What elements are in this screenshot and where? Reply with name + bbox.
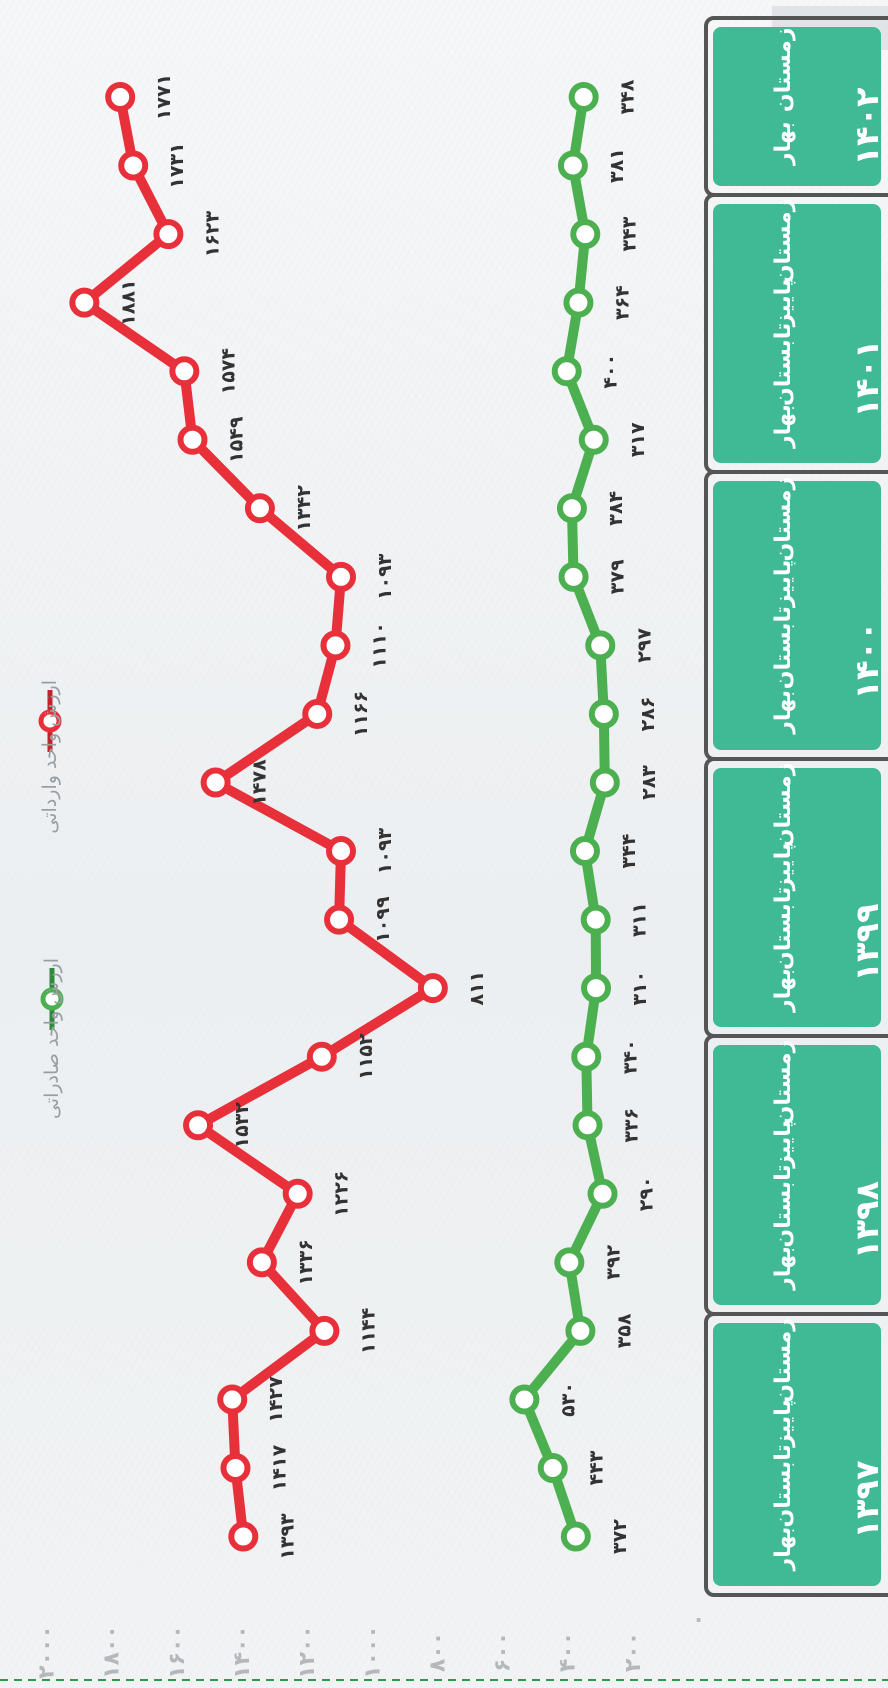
data-label: ۱۴۷۸ xyxy=(248,759,271,806)
tick-label-1200: ۱۲۰۰ xyxy=(295,1625,321,1679)
period-season-label: پاییز xyxy=(771,1120,796,1168)
data-label: ۱۵۴۹ xyxy=(225,416,248,463)
data-point xyxy=(421,976,445,1000)
data-point xyxy=(584,976,608,1000)
data-label: ۳۴۳ xyxy=(618,216,641,252)
data-point xyxy=(573,222,597,246)
data-point xyxy=(329,565,353,589)
period-year-label: ۱۳۹۹ xyxy=(848,903,886,982)
data-label: ۱۳۴۲ xyxy=(292,485,315,532)
period-season-label: زمستان xyxy=(771,762,796,848)
period-season-label: بهار xyxy=(771,1526,796,1571)
data-label: ۱۱۱۰ xyxy=(368,622,391,669)
period-season-label: بهار xyxy=(771,1246,796,1290)
data-label: ۱۷۳۱ xyxy=(166,142,189,189)
data-point xyxy=(186,1113,210,1137)
data-point xyxy=(560,496,584,520)
data-point xyxy=(312,1319,336,1343)
legend-import-label: ارزش واحد وارداتی xyxy=(39,680,61,834)
data-label: ۳۶۴ xyxy=(611,285,634,321)
data-point xyxy=(220,1387,244,1411)
period-box-2 xyxy=(713,481,881,750)
tick-label-1400: ۱۴۰۰ xyxy=(230,1625,256,1679)
data-label: ۳۸۱ xyxy=(605,148,628,183)
period-season-label: تابستان xyxy=(771,1444,796,1528)
period-season-label: تابستان xyxy=(771,886,796,970)
data-label: ۳۸۴ xyxy=(604,490,627,526)
data-point xyxy=(180,428,204,452)
data-label: ۱۲۲۶ xyxy=(330,1170,353,1217)
data-label: ۲۹۰ xyxy=(635,1176,658,1212)
data-point xyxy=(172,359,196,383)
data-point xyxy=(557,1250,581,1274)
data-point xyxy=(566,291,590,315)
data-label: ۱۰۹۳ xyxy=(374,827,397,875)
data-point xyxy=(305,702,329,726)
period-season-label: زمستان xyxy=(771,476,796,562)
data-label: ۱۸۸۱ xyxy=(117,279,140,326)
data-point xyxy=(121,154,145,178)
data-point xyxy=(555,359,579,383)
data-point xyxy=(564,1525,588,1549)
data-label: ۳۴۸ xyxy=(616,79,639,115)
period-season-label: بهار xyxy=(771,690,796,734)
period-season-label: تابستان xyxy=(771,322,796,406)
tick-label-0: ۰ xyxy=(686,1613,711,1627)
period-season-label: زمستان xyxy=(771,1318,796,1403)
legend-export-label: ارزش واحد صادراتی xyxy=(41,958,63,1120)
tick-label-1800: ۱۸۰۰ xyxy=(99,1625,125,1679)
data-label: ۳۱۷ xyxy=(626,422,649,458)
tick-label-600: ۶۰۰ xyxy=(490,1631,516,1673)
data-label: ۱۱۶۶ xyxy=(350,690,373,738)
data-point xyxy=(327,908,351,932)
period-season-label: بهار xyxy=(771,968,796,1012)
data-point xyxy=(584,908,608,932)
data-point xyxy=(574,1045,598,1069)
data-point xyxy=(588,633,612,657)
period-year-label: ۱۴۰۲ xyxy=(848,87,886,166)
data-label: ۱۳۳۶ xyxy=(294,1239,317,1286)
data-label: ۲۸۳ xyxy=(637,765,660,800)
data-label: ۳۷۹ xyxy=(606,559,629,595)
data-point xyxy=(108,85,132,109)
data-label: ۱۷۷۱ xyxy=(153,73,176,121)
data-point xyxy=(248,496,272,520)
data-label: ۳۳۶ xyxy=(620,1107,643,1143)
data-label: ۲۹۷ xyxy=(633,628,656,663)
period-box-5 xyxy=(713,1323,881,1586)
data-point xyxy=(204,771,228,795)
data-point xyxy=(286,1182,310,1206)
period-season-label: بهار xyxy=(771,121,796,166)
data-label: ۳۱۱ xyxy=(628,902,651,937)
data-point xyxy=(512,1387,536,1411)
data-label: ۱۰۹۳ xyxy=(374,553,397,601)
tick-label-200: ۲۰۰ xyxy=(620,1631,646,1673)
data-point xyxy=(223,1456,247,1480)
data-point xyxy=(562,565,586,589)
data-point xyxy=(541,1456,565,1480)
data-point xyxy=(231,1525,255,1549)
data-point xyxy=(323,633,347,657)
data-point xyxy=(572,85,596,109)
data-label: ۳۵۸ xyxy=(613,1313,636,1349)
data-label: ۴۴۳ xyxy=(585,1450,608,1486)
data-point xyxy=(592,702,616,726)
tick-label-800: ۸۰۰ xyxy=(425,1631,451,1673)
data-label: ۱۴۱۷ xyxy=(268,1444,291,1492)
data-label: ۱۱۵۲ xyxy=(354,1033,377,1080)
period-box-1 xyxy=(713,204,881,463)
period-year-label: ۱۴۰۱ xyxy=(848,339,886,418)
tick-label-2000: ۲۰۰۰ xyxy=(34,1625,60,1679)
data-label: ۳۱۰ xyxy=(629,970,652,1006)
period-season-label: پاییز xyxy=(771,559,796,608)
data-label: ۱۵۳۲ xyxy=(231,1102,254,1149)
data-point xyxy=(329,839,353,863)
data-label: ۱۶۲۳ xyxy=(201,210,224,258)
period-year-label: ۱۳۹۸ xyxy=(848,1180,886,1260)
data-label: ۳۴۰ xyxy=(619,1039,642,1075)
data-label: ۲۸۶ xyxy=(636,696,659,732)
tick-label-1600: ۱۶۰۰ xyxy=(164,1625,190,1679)
data-point xyxy=(561,154,585,178)
period-season-label: زمستان xyxy=(771,1039,796,1125)
period-box-3 xyxy=(713,768,881,1027)
data-label: ۱۱۴۴ xyxy=(357,1307,380,1355)
data-label: ۳۹۲ xyxy=(602,1244,625,1280)
data-point xyxy=(582,428,606,452)
period-season-label: تابستان xyxy=(771,1164,796,1248)
data-label: ۱۰۹۹ xyxy=(372,896,395,943)
period-season-label: بهار xyxy=(771,404,796,448)
data-label: ۳۷۲ xyxy=(608,1519,631,1554)
period-season-label: تابستان xyxy=(771,606,796,690)
data-point xyxy=(568,1319,592,1343)
period-season-label: پاییز xyxy=(771,842,796,891)
data-label: ۸۱۱ xyxy=(465,970,488,1006)
data-point xyxy=(72,291,96,315)
period-season-label: زمستان xyxy=(771,198,796,284)
data-label: ۱۴۲۷ xyxy=(265,1376,288,1423)
tick-label-1000: ۱۰۰۰ xyxy=(360,1625,386,1679)
period-season-label: پاییز xyxy=(771,278,796,327)
data-point xyxy=(310,1045,334,1069)
data-label: ۴۰۰ xyxy=(599,353,622,389)
legend-item-import xyxy=(39,680,61,834)
data-point xyxy=(591,1182,615,1206)
data-label: ۱۳۹۳ xyxy=(276,1513,299,1560)
period-boxes xyxy=(706,18,888,1595)
data-point xyxy=(156,222,180,246)
data-point xyxy=(593,771,617,795)
period-season-label: پاییز xyxy=(771,1399,796,1447)
data-point xyxy=(250,1250,274,1274)
data-label: ۱۵۷۴ xyxy=(217,348,240,395)
data-label: ۳۴۴ xyxy=(617,833,640,869)
data-point xyxy=(576,1113,600,1137)
period-season-label: زمستان xyxy=(771,27,796,113)
period-box-4 xyxy=(713,1045,881,1305)
data-label: ۵۳۰ xyxy=(557,1382,580,1417)
period-year-label: ۱۳۹۷ xyxy=(848,1460,886,1539)
period-year-label: ۱۴۰۰ xyxy=(848,621,886,700)
data-point xyxy=(573,839,597,863)
legend-item-export xyxy=(41,958,63,1119)
tick-label-400: ۴۰۰ xyxy=(555,1631,581,1673)
